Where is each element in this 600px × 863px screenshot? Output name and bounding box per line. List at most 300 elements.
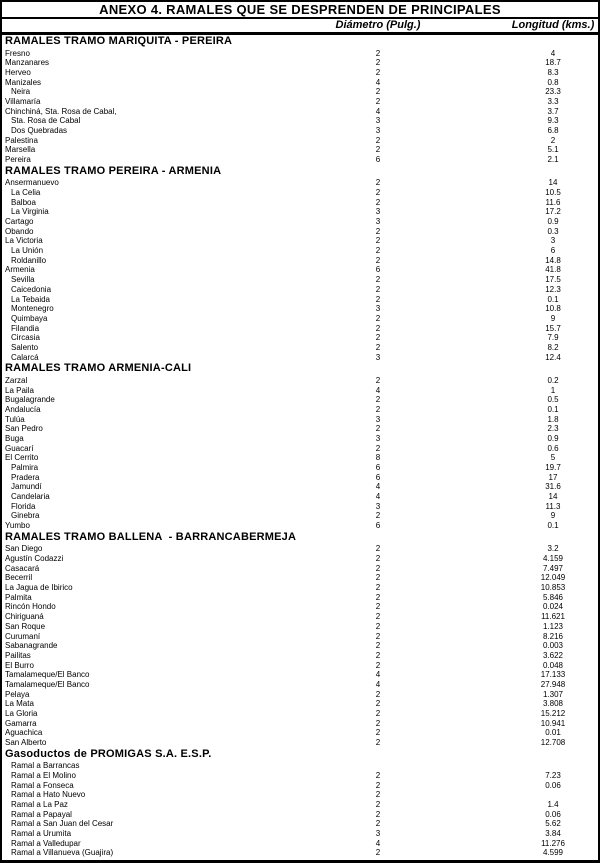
row-name: Pelaya — [5, 689, 30, 699]
column-gap — [422, 19, 508, 32]
column-gap — [422, 602, 508, 612]
column-gap — [422, 246, 508, 256]
row-diameter: 2 — [375, 573, 381, 583]
column-gap — [422, 612, 508, 622]
row-diameter: 2 — [375, 621, 381, 631]
row-name: Circasia — [11, 333, 40, 343]
column-header-spacer — [2, 19, 334, 32]
row-length: 0.01 — [545, 728, 561, 738]
row-name: Sevilla — [11, 275, 35, 285]
column-gap — [422, 819, 508, 829]
row-name: Gamarra — [5, 718, 37, 728]
column-gap — [422, 651, 508, 661]
column-gap — [422, 771, 508, 781]
row-diameter: 2 — [375, 583, 381, 593]
row-diameter: 2 — [375, 770, 381, 780]
row-diameter: 2 — [375, 790, 381, 800]
column-gap — [422, 87, 508, 97]
column-gap — [422, 680, 508, 690]
row-diameter: 2 — [375, 275, 381, 285]
table-row — [2, 353, 598, 363]
column-gap — [422, 738, 508, 748]
row-name: Tamalameque/El Banco — [5, 679, 90, 689]
column-gap — [422, 583, 508, 593]
column-gap — [422, 511, 508, 521]
column-gap — [422, 632, 508, 642]
row-name: Tulúa — [5, 414, 25, 424]
table-row — [2, 265, 598, 275]
table-row — [2, 593, 598, 603]
table-row — [2, 622, 598, 632]
row-name: Curumaní — [5, 631, 41, 641]
row-diameter: 2 — [375, 660, 381, 670]
table-row — [2, 415, 598, 425]
column-gap — [422, 58, 508, 68]
row-length: 11.276 — [541, 838, 565, 848]
row-length: 8.2 — [547, 342, 559, 352]
row-diameter: 3 — [375, 433, 381, 443]
row-name: Andalucía — [5, 404, 41, 414]
row-length: 1 — [550, 385, 556, 395]
row-length: 0.024 — [542, 602, 564, 612]
row-length: 5.1 — [547, 145, 559, 155]
row-length: 0.1 — [547, 521, 559, 531]
column-gap — [422, 573, 508, 583]
column-gap — [422, 198, 508, 208]
table-row — [2, 699, 598, 709]
row-diameter: 2 — [375, 728, 381, 738]
row-diameter: 2 — [375, 187, 381, 197]
table-row — [2, 463, 598, 473]
row-length: 0.048 — [542, 660, 564, 670]
row-diameter: 3 — [375, 501, 381, 511]
row-name: Agustín Codazzi — [5, 554, 64, 563]
row-name: La Unión — [11, 246, 44, 256]
row-diameter: 2 — [375, 197, 381, 207]
row-length: 6 — [550, 246, 556, 256]
table-row — [2, 295, 598, 305]
row-name: Casacará — [5, 563, 40, 573]
table-row — [2, 376, 598, 386]
column-gap — [422, 593, 508, 603]
row-length: 0.2 — [547, 375, 559, 385]
row-name: La Victoria — [5, 236, 43, 246]
column-gap — [422, 848, 508, 858]
row-name: Ramal a Fonseca — [11, 780, 74, 790]
row-diameter: 2 — [375, 323, 381, 333]
row-name: Ramal a Barrancas — [11, 761, 80, 771]
row-name: Rincón Hondo — [5, 602, 56, 612]
row-length: 1.8 — [547, 414, 559, 424]
row-length: 2.1 — [547, 155, 559, 165]
row-diameter: 2 — [375, 819, 381, 829]
row-length: 3.808 — [542, 699, 564, 709]
column-gap — [422, 78, 508, 88]
column-gap — [422, 285, 508, 295]
row-length: 12.049 — [540, 573, 566, 583]
row-length: 12.3 — [545, 284, 561, 294]
row-length: 15.212 — [540, 709, 566, 718]
column-gap — [422, 544, 508, 554]
row-name: Florida — [11, 501, 36, 511]
row-name: Ramal a Hato Nuevo — [11, 790, 86, 800]
row-length: 3 — [550, 236, 556, 246]
row-length: 18.7 — [545, 58, 561, 68]
row-diameter: 3 — [375, 217, 381, 226]
table-row — [2, 49, 598, 59]
row-length — [508, 790, 598, 800]
column-gap — [422, 68, 508, 78]
row-diameter: 2 — [375, 738, 381, 748]
row-name: Chiriguaná — [5, 612, 44, 622]
column-gap — [422, 353, 508, 363]
table-row — [2, 155, 598, 165]
row-length: 8.3 — [547, 67, 559, 77]
column-gap — [422, 699, 508, 709]
table-row — [2, 829, 598, 839]
table-row — [2, 819, 598, 829]
column-gap — [422, 719, 508, 729]
row-length: 0.3 — [547, 226, 559, 236]
table-row — [2, 564, 598, 574]
column-header-diameter: Diámetro (Pulg.) — [335, 19, 421, 31]
table-row — [2, 511, 598, 521]
row-diameter: 4 — [375, 670, 381, 680]
column-gap — [422, 502, 508, 512]
table-row — [2, 314, 598, 324]
row-name: Sta. Rosa de Cabal — [11, 116, 81, 126]
row-name: Ramal a Papayal — [11, 809, 72, 819]
row-length: 17.5 — [545, 275, 561, 285]
column-gap — [422, 434, 508, 444]
row-diameter: 2 — [375, 780, 381, 790]
column-gap — [422, 829, 508, 839]
row-length: 6.8 — [547, 126, 559, 135]
table-row — [2, 738, 598, 748]
row-diameter: 2 — [375, 294, 381, 304]
row-length: 0.1 — [547, 294, 559, 304]
row-length: 14 — [548, 492, 558, 502]
column-gap — [422, 521, 508, 531]
row-length: 2 — [550, 135, 556, 145]
row-diameter: 2 — [375, 641, 381, 651]
column-gap — [422, 800, 508, 810]
row-diameter: 2 — [375, 443, 381, 453]
column-gap — [422, 810, 508, 820]
row-diameter: 2 — [375, 809, 381, 819]
column-gap — [422, 304, 508, 314]
row-length: 0.9 — [547, 217, 559, 226]
row-diameter: 2 — [375, 135, 381, 145]
row-name: Quimbaya — [11, 313, 48, 323]
row-diameter: 3 — [375, 414, 381, 424]
column-gap — [422, 761, 508, 771]
row-name: El Burro — [5, 660, 34, 670]
row-diameter: 2 — [375, 554, 381, 563]
column-gap — [422, 564, 508, 574]
row-diameter: 6 — [375, 265, 381, 275]
row-name: Becerril — [5, 573, 33, 583]
row-length: 3.84 — [545, 829, 561, 839]
column-gap — [422, 188, 508, 198]
row-name: Marsella — [5, 145, 36, 155]
table-row — [2, 839, 598, 849]
column-gap — [422, 227, 508, 237]
row-length: 1.4 — [547, 800, 559, 809]
row-name: Roldanillo — [11, 255, 47, 265]
row-length: 10.941 — [540, 718, 566, 728]
row-name: Bugalagrande — [5, 395, 55, 405]
table-row — [2, 58, 598, 68]
row-diameter: 3 — [375, 126, 381, 135]
table-row — [2, 641, 598, 651]
row-diameter: 2 — [375, 87, 381, 97]
row-diameter: 2 — [375, 145, 381, 155]
row-name: La Jagua de Ibirico — [5, 583, 73, 593]
table-row — [2, 670, 598, 680]
row-length: 4.599 — [542, 848, 564, 858]
row-diameter: 4 — [375, 492, 381, 502]
column-gap — [422, 256, 508, 266]
table-row — [2, 502, 598, 512]
row-name: Ramal a Urumita — [11, 829, 72, 839]
section-heading: RAMALES TRAMO ARMENIA-CALI — [5, 362, 192, 375]
column-gap — [422, 275, 508, 285]
row-diameter: 2 — [375, 631, 381, 641]
row-length: 5.62 — [545, 819, 561, 829]
row-name: Calarcá — [11, 352, 39, 362]
table-row — [2, 544, 598, 554]
row-length: 41.8 — [545, 265, 561, 275]
row-diameter: 2 — [375, 709, 381, 718]
table-body — [2, 35, 598, 858]
row-diameter: 2 — [375, 848, 381, 858]
table-row — [2, 573, 598, 583]
row-diameter: 2 — [375, 313, 381, 323]
column-gap — [422, 107, 508, 117]
row-diameter: 2 — [375, 395, 381, 405]
table-row — [2, 473, 598, 483]
row-name: San Diego — [5, 544, 43, 554]
row-length: 9 — [550, 313, 556, 323]
table-row — [2, 324, 598, 334]
row-diameter: 2 — [375, 284, 381, 294]
column-gap — [422, 343, 508, 353]
row-name: La Virginia — [11, 207, 49, 217]
table-row — [2, 256, 598, 266]
row-length: 0.003 — [542, 641, 564, 651]
row-length: 10.853 — [540, 583, 566, 593]
column-gap — [422, 661, 508, 671]
row-length: 11.6 — [545, 197, 561, 207]
row-diameter: 2 — [375, 226, 381, 236]
row-length: 31.6 — [545, 482, 561, 492]
row-length: 7.9 — [547, 333, 559, 343]
row-diameter: 6 — [375, 521, 381, 531]
table-row — [2, 217, 598, 227]
row-name: Yumbo — [5, 521, 30, 531]
row-name: Ramal a El Molino — [11, 770, 76, 780]
column-gap — [422, 554, 508, 564]
column-gap — [422, 295, 508, 305]
table-row — [2, 285, 598, 295]
column-gap — [422, 444, 508, 454]
row-diameter: 2 — [375, 699, 381, 709]
row-diameter: 2 — [375, 48, 381, 58]
row-length: 9.3 — [547, 116, 559, 126]
column-gap — [422, 709, 508, 719]
column-gap — [422, 207, 508, 217]
row-diameter: 4 — [375, 482, 381, 492]
row-diameter: 3 — [375, 304, 381, 314]
section-heading: RAMALES TRAMO BALLENA - BARRANCABERMEJA — [5, 530, 297, 543]
row-name: Montenegro — [11, 304, 54, 314]
row-diameter: 2 — [375, 96, 381, 106]
column-gap — [422, 405, 508, 415]
row-length: 1.307 — [542, 689, 564, 699]
row-name: La Paila — [5, 385, 34, 395]
row-name: Ramal a La Paz — [11, 800, 68, 809]
row-length: 7.23 — [545, 770, 561, 780]
column-gap — [422, 641, 508, 651]
row-length: 0.8 — [547, 77, 559, 87]
table-row — [2, 602, 598, 612]
table-row — [2, 444, 598, 454]
row-length: 27.948 — [540, 679, 566, 689]
table-row — [2, 690, 598, 700]
row-length: 12.4 — [545, 352, 561, 362]
row-name: Filandia — [11, 323, 40, 333]
row-diameter: 2 — [375, 612, 381, 622]
row-name: Palmira — [11, 463, 39, 472]
column-gap — [422, 622, 508, 632]
column-gap — [422, 265, 508, 275]
row-name: Ramal a Villanueva (Guajira) — [11, 848, 114, 858]
row-diameter: 6 — [375, 472, 381, 482]
row-diameter: 2 — [375, 650, 381, 660]
row-name: Armenia — [5, 265, 35, 275]
table-row — [2, 386, 598, 396]
column-gap — [422, 386, 508, 396]
row-name: Palestina — [5, 135, 38, 145]
row-diameter: 2 — [375, 544, 381, 554]
table-row — [2, 632, 598, 642]
table-row — [2, 78, 598, 88]
row-name: Tamalameque/El Banco — [5, 670, 90, 680]
row-length: 17 — [548, 472, 558, 482]
row-length: 0.06 — [545, 809, 561, 819]
row-name: Buga — [5, 433, 24, 443]
row-name: Chinchiná, Sta. Rosa de Cabal, — [5, 106, 117, 116]
row-diameter: 2 — [375, 602, 381, 612]
column-gap — [422, 136, 508, 146]
column-gap — [422, 453, 508, 463]
row-name: Ramal a San Juan del Cesar — [11, 819, 114, 829]
row-length: 3.7 — [547, 106, 559, 116]
table-row — [2, 810, 598, 820]
row-diameter: 3 — [375, 116, 381, 126]
row-name: Dos Quebradas — [11, 126, 68, 135]
row-diameter: 2 — [375, 424, 381, 434]
column-gap — [422, 473, 508, 483]
row-length: 0.6 — [547, 443, 559, 453]
table-row — [2, 145, 598, 155]
row-name: Ginebra — [11, 511, 40, 521]
row-length: 12.708 — [540, 738, 566, 748]
row-name: Ansermanuevo — [5, 178, 59, 188]
table-row — [2, 97, 598, 107]
table-row — [2, 227, 598, 237]
column-gap — [422, 97, 508, 107]
row-diameter: 6 — [375, 463, 381, 472]
table-row — [2, 719, 598, 729]
row-diameter: 2 — [375, 333, 381, 343]
table-row — [2, 178, 598, 188]
column-gap — [422, 333, 508, 343]
table-row — [2, 761, 598, 771]
row-diameter: 3 — [375, 829, 381, 839]
row-length: 15.7 — [545, 323, 561, 333]
column-header-length: Longitud (kms.) — [511, 19, 595, 31]
row-diameter: 2 — [375, 236, 381, 246]
row-diameter: 4 — [375, 838, 381, 848]
row-length: 7.497 — [542, 563, 564, 573]
row-name: Pradera — [11, 472, 40, 482]
row-length — [508, 761, 598, 771]
row-length: 9 — [550, 511, 556, 521]
table-row — [2, 781, 598, 791]
row-length: 10.5 — [545, 187, 561, 197]
table-row — [2, 709, 598, 719]
table-row — [2, 482, 598, 492]
column-gap — [422, 492, 508, 502]
section-heading: Gasoductos de PROMIGAS S.A. E.S.P. — [5, 747, 212, 760]
table-row — [2, 126, 598, 136]
table-row — [2, 395, 598, 405]
row-name: Neira — [11, 87, 31, 97]
row-length: 5 — [550, 453, 556, 463]
table-row — [2, 236, 598, 246]
table-row — [2, 304, 598, 314]
row-length: 17.2 — [545, 207, 561, 217]
table-row — [2, 680, 598, 690]
row-name: Pereira — [5, 155, 31, 165]
column-gap — [422, 376, 508, 386]
row-length: 0.1 — [547, 404, 559, 414]
column-gap — [422, 145, 508, 155]
row-name: Herveo — [5, 67, 31, 77]
table-row — [2, 848, 598, 858]
row-name: Villamaría — [5, 96, 41, 106]
column-gap — [422, 49, 508, 59]
table-row — [2, 107, 598, 117]
row-diameter: 2 — [375, 689, 381, 699]
row-name: La Gloria — [5, 709, 38, 718]
row-diameter: 2 — [375, 255, 381, 265]
row-length: 5.846 — [542, 592, 564, 602]
table-row — [2, 188, 598, 198]
table-row — [2, 68, 598, 78]
row-diameter: 2 — [375, 511, 381, 521]
row-length: 4 — [550, 48, 556, 58]
row-diameter: 3 — [375, 207, 381, 217]
row-diameter: 2 — [375, 592, 381, 602]
column-gap — [422, 415, 508, 425]
row-name: Manzanares — [5, 58, 50, 68]
row-length: 0.06 — [545, 780, 561, 790]
row-length: 1.123 — [542, 621, 564, 631]
table-row — [2, 554, 598, 564]
